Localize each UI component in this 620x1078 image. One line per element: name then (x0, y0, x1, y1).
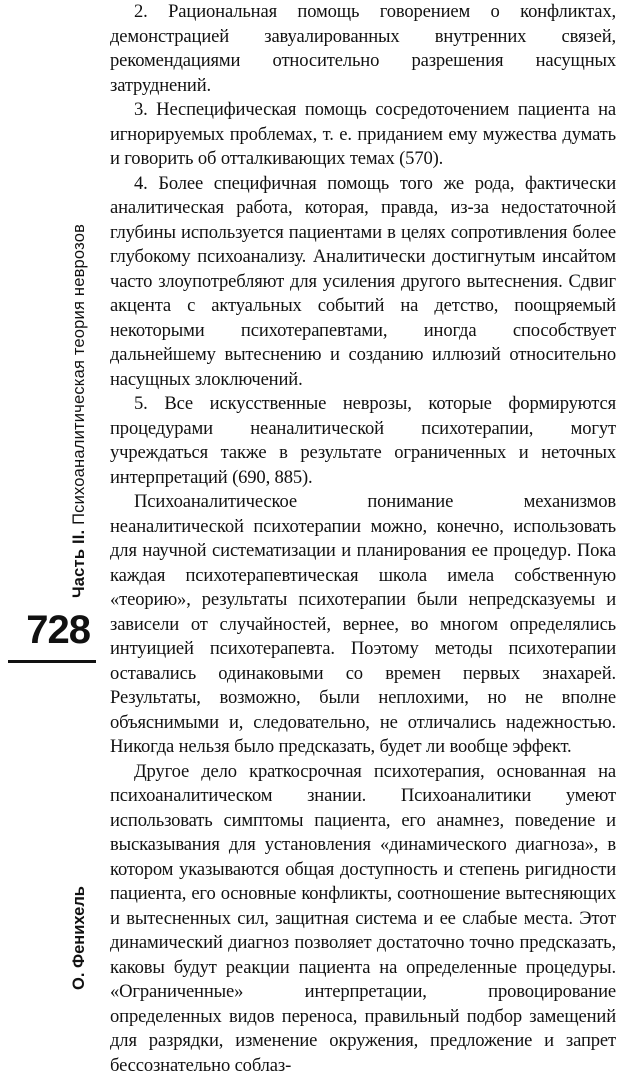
running-head-part: Часть II. (70, 530, 88, 598)
paragraph: 3. Неспецифическая помощь сосредоточением пациента на игнорируемых проблемах, т. е. приданием ему мужества думать и говорить об отталкивающих темах (570). (110, 98, 616, 172)
paragraph: 2. Рациональная помощь говорением о конфликтах, демонстрацией завуалированных внутренних связей, рекомендациями относительно разрешения насущных затруднений. (110, 0, 616, 98)
page-number: 728 (8, 604, 90, 656)
author-name: О. Фенихель (70, 886, 89, 990)
running-head-title: Психоаналитическая теория неврозов (70, 224, 88, 525)
body-text (110, 0, 616, 1078)
paragraph: 4. Более специфичная помощь того же рода, фактически аналитическая работа, которая, правда, из-за недостаточной глубины используется пациентами в целях сопротивления более глубокому психоанализу. Аналитически достигнутым инсайтом часто злоупотребляют для усиления другого вытеснения. Сдвиг акцента с актуальных событий на детство, поощряемый некоторыми психотерапевтами, иногда способствует дальнейшему вытеснению и созданию иллюзий относительно насущных злоключений. (110, 172, 616, 393)
paragraph: 5. Все искусственные неврозы, которые формируются процедурами неаналитической психотерапии, могут учреждаться также в результате ограниченных и неточных интерпретаций (690, 885). (110, 392, 616, 490)
page-margin (0, 0, 100, 993)
running-head (70, 224, 89, 598)
page-number-rule (8, 660, 96, 663)
paragraph: Другое дело краткосрочная психотерапия, основанная на психоаналитическом знании. Психоаналитики умеют использовать симптомы пациента, его анамнез, поведение и высказывания для установления «динамического диагноза», в котором указываются общая доступность и степень ригидности пациента, его основные конфликты, соотношение вытесняющих и вытесненных сил, защитная система и ее слабые места. Этот динамический диагноз позволяет достаточно точно предсказать, каковы будут реакции пациента на определенные процедуры. «Ограниченные» интерпретации, провоцирование определенных видов переноса, правильный подбор замещений для разрядки, изменение окружения, предложение и запрет бессознательно соблаз- (110, 760, 616, 1078)
paragraph: Психоаналитическое понимание механизмов неаналитической психотерапии можно, конечно, использовать для научной систематизации и планирования ее процедур. Пока каждая психотерапевтическая школа имела собственную «теорию», результаты психотерапии были непредсказуемы и зависели от случайностей, вернее, во многом определялись интуицией психотерапевта. Поэтому методы психотерапии оставались одинаковыми со времен первых знахарей. Результаты, возможно, были неплохими, но не вполне объяснимыми и, следовательно, не отличались надежностью. Никогда нельзя было предсказать, будет ли вообще эффект. (110, 490, 616, 760)
